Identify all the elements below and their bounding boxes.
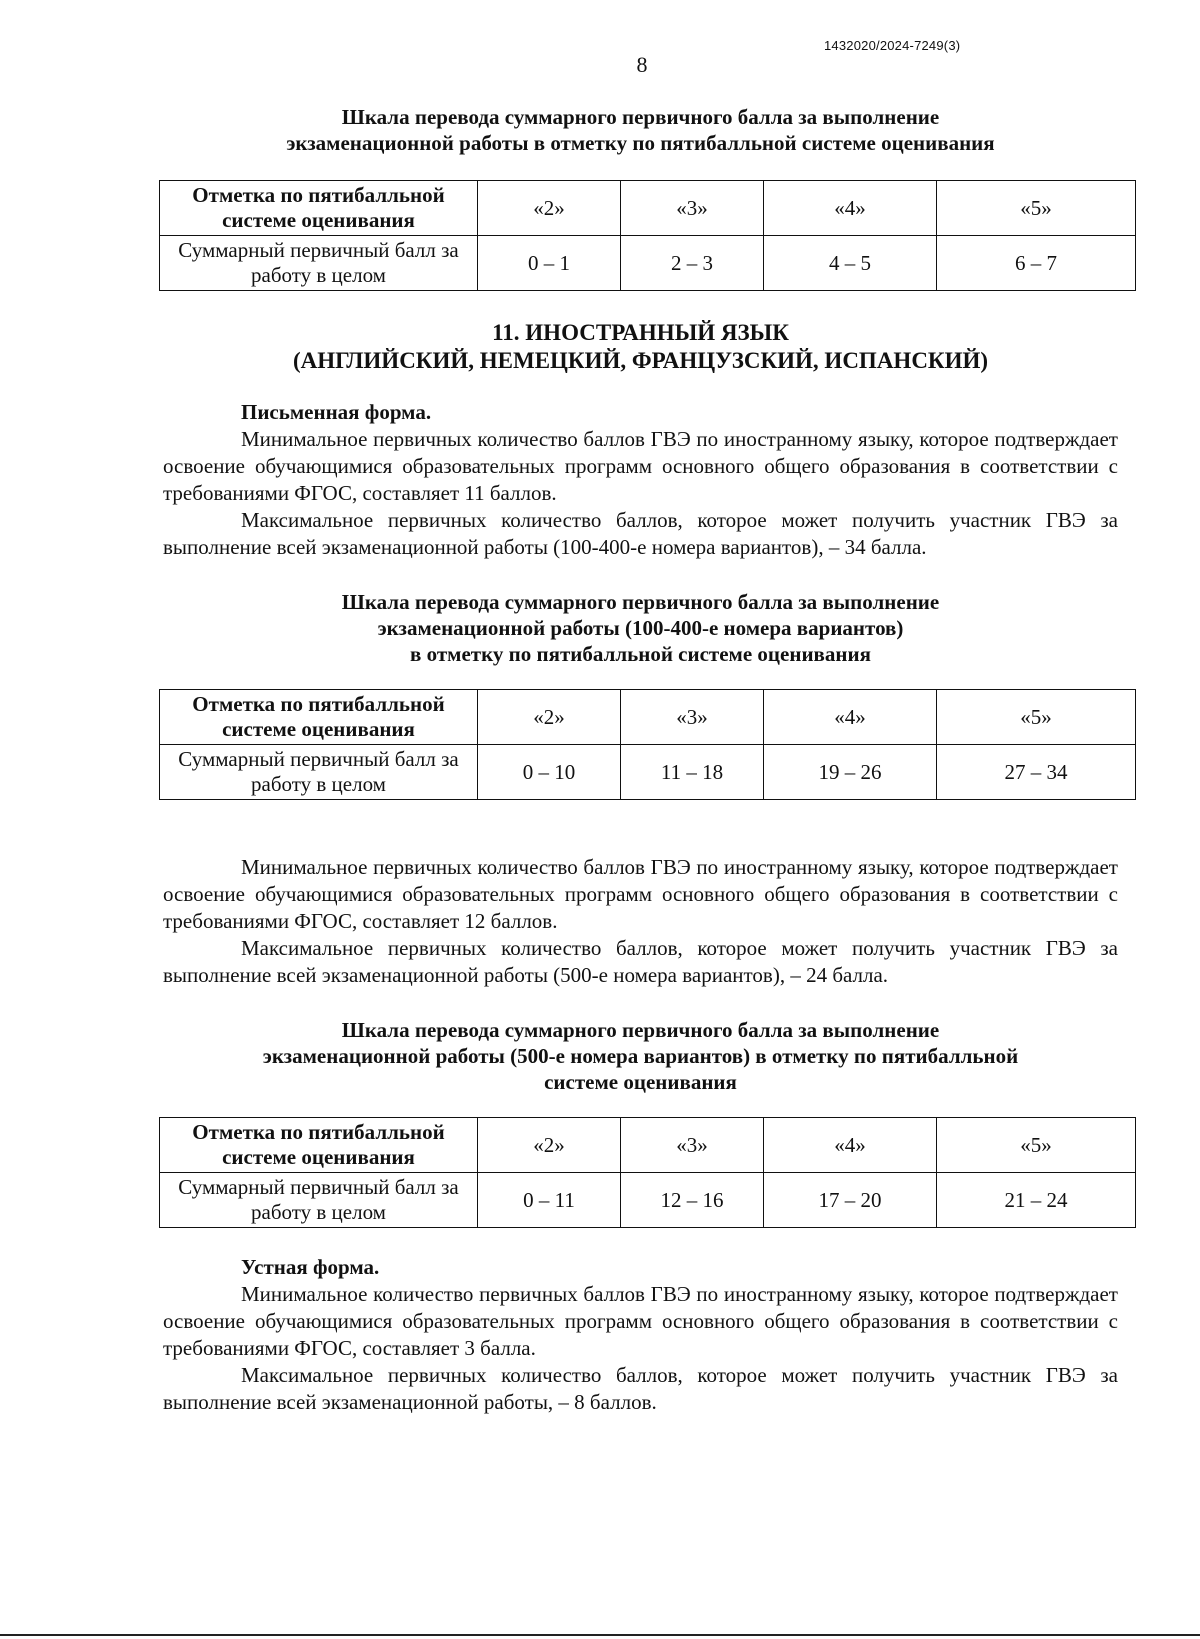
table-row	[160, 745, 1136, 800]
table1-grade-cell: «4»	[764, 181, 937, 236]
table2-heading-line3: в отметку по пятибалльной системе оценивания	[410, 642, 871, 666]
table3-heading-line1: Шкала перевода суммарного первичного балла за выполнение	[341, 1018, 940, 1042]
section-title-line1: 11. ИНОСТРАННЫЙ ЯЗЫК	[492, 320, 789, 345]
table1-heading-line2: экзаменационной работы в отметку по пятибалльной системе оценивания	[286, 131, 995, 155]
table1-score-cell: 4 – 5	[764, 236, 937, 291]
table1-score-cell: 6 – 7	[937, 236, 1136, 291]
table2-grade-cell: «2»	[478, 690, 621, 745]
written-max-paragraph: Максимальное первичных количество баллов, которое может получить участник ГВЭ за выполнение всей экзаменационной работы (100-400-е номера вариантов), – 34 балла.	[163, 508, 1118, 559]
table1-grade-label: Отметка по пятибалльной системе оценивания	[160, 181, 478, 236]
section-title	[163, 319, 1118, 375]
page-number: 8	[636, 52, 648, 77]
table1-grade-scale	[159, 180, 1136, 291]
table2-score-cell: 19 – 26	[764, 745, 937, 800]
table1-grade-cell: «5»	[937, 181, 1136, 236]
table-row	[160, 236, 1136, 291]
written-min-paragraph: Минимальное первичных количество баллов ГВЭ по иностранному языку, которое подтверждает освоение обучающимися образовательных программ основного общего образования в соответствии с требованиями ФГОС, составляет 11 баллов.	[163, 427, 1118, 505]
written500-min-paragraph: Минимальное первичных количество баллов ГВЭ по иностранному языку, которое подтверждает освоение обучающимися образовательных программ основного общего образования в соответствии с требованиями ФГОС, составляет 12 баллов.	[163, 855, 1118, 933]
table1-grade-cell: «3»	[621, 181, 764, 236]
table1-score-cell: 2 – 3	[621, 236, 764, 291]
table2-heading-line2: экзаменационной работы (100-400-е номера вариантов)	[377, 616, 904, 640]
table3-grade-label: Отметка по пятибалльной системе оценивания	[160, 1118, 478, 1173]
table-row	[160, 690, 1136, 745]
table2-grade-cell: «3»	[621, 690, 764, 745]
table2-grade-cell: «5»	[937, 690, 1136, 745]
table2-grade-cell: «4»	[764, 690, 937, 745]
table2-grade-label: Отметка по пятибалльной системе оценивания	[160, 690, 478, 745]
table-row	[160, 1118, 1136, 1173]
table3-score-cell: 21 – 24	[937, 1173, 1136, 1228]
document-id: 1432020/2024-7249(3)	[824, 38, 961, 53]
table-row	[160, 1173, 1136, 1228]
table3-heading-line2: экзаменационной работы (500-е номера вариантов) в отметку по пятибалльной	[262, 1044, 1019, 1068]
written-form-subhead: Письменная форма.	[241, 400, 432, 424]
table3-heading-line3: системе оценивания	[544, 1070, 737, 1094]
oral-min-paragraph: Минимальное количество первичных баллов ГВЭ по иностранному языку, которое подтверждает освоение обучающимися образовательных программ основного общего образования в соответствии с требованиями ФГОС, составляет 3 балла.	[163, 1282, 1118, 1360]
table2-score-cell: 11 – 18	[621, 745, 764, 800]
oral-max-paragraph: Максимальное первичных количество баллов, которое может получить участник ГВЭ за выполнение всей экзаменационной работы, – 8 баллов.	[163, 1363, 1118, 1414]
table1-heading-line1: Шкала перевода суммарного первичного балла за выполнение	[341, 105, 940, 129]
written500-max-paragraph: Максимальное первичных количество баллов, которое может получить участник ГВЭ за выполнение всей экзаменационной работы (500-е номера вариантов), – 24 балла.	[163, 936, 1118, 987]
table3-grade-cell: «3»	[621, 1118, 764, 1173]
table2-heading	[163, 589, 1118, 667]
table2-heading-line1: Шкала перевода суммарного первичного балла за выполнение	[341, 590, 940, 614]
table3-score-label: Суммарный первичный балл за работу в целом	[160, 1173, 478, 1228]
oral-form-subhead: Устная форма.	[241, 1255, 380, 1279]
section-title-line2: (АНГЛИЙСКИЙ, НЕМЕЦКИЙ, ФРАНЦУЗСКИЙ, ИСПАНСКИЙ)	[292, 348, 989, 373]
table3-score-cell: 12 – 16	[621, 1173, 764, 1228]
table3-grade-cell: «4»	[764, 1118, 937, 1173]
table3-heading	[163, 1017, 1118, 1095]
table3-grade-cell: «2»	[478, 1118, 621, 1173]
table2-score-cell: 27 – 34	[937, 745, 1136, 800]
table3-grade-scale	[159, 1117, 1136, 1228]
table1-score-cell: 0 – 1	[478, 236, 621, 291]
table3-score-cell: 17 – 20	[764, 1173, 937, 1228]
table1-heading	[163, 104, 1118, 156]
table-row	[160, 181, 1136, 236]
table2-score-label: Суммарный первичный балл за работу в целом	[160, 745, 478, 800]
scan-edge-line	[0, 1634, 1200, 1636]
table1-score-label: Суммарный первичный балл за работу в целом	[160, 236, 478, 291]
document-body	[163, 104, 1118, 1416]
table3-score-cell: 0 – 11	[478, 1173, 621, 1228]
table2-grade-scale	[159, 689, 1136, 800]
table2-score-cell: 0 – 10	[478, 745, 621, 800]
table1-grade-cell: «2»	[478, 181, 621, 236]
table3-grade-cell: «5»	[937, 1118, 1136, 1173]
